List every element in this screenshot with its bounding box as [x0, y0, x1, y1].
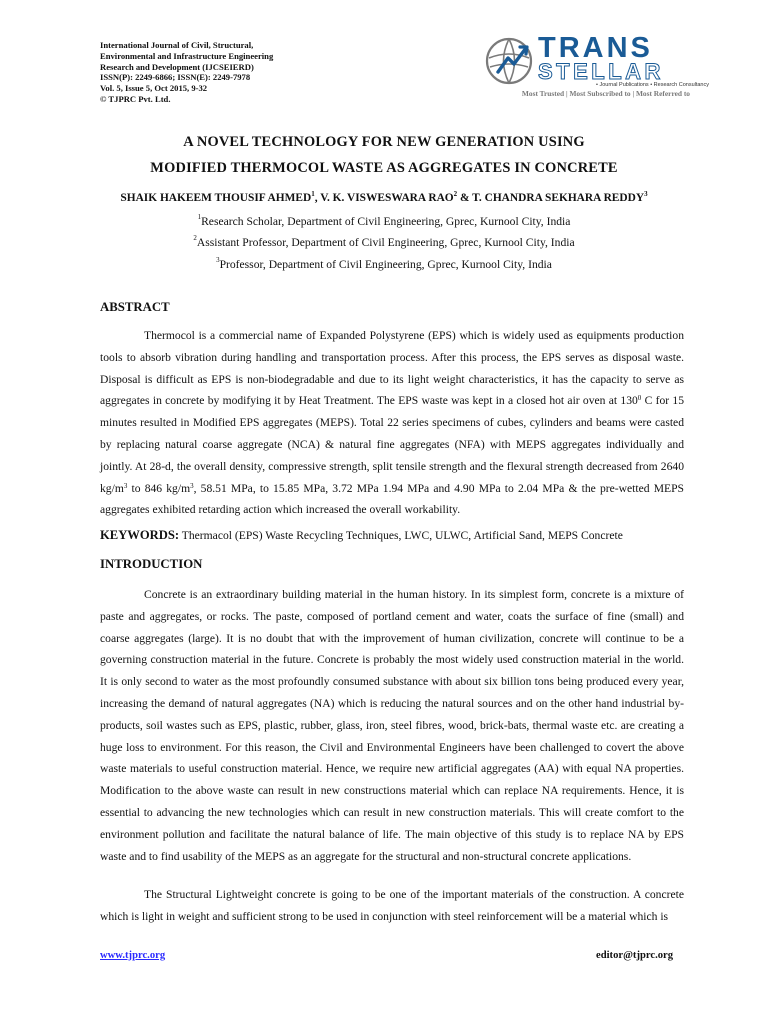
abstract-heading: ABSTRACT	[100, 300, 170, 314]
affiliation-2	[0, 236, 768, 249]
journal-name-line2: Environmental and Infrastructure Engineering	[100, 50, 274, 61]
keywords	[100, 528, 700, 543]
paper-title-line2: MODIFIED THERMOCOL WASTE AS AGGREGATES IN CONCRETE	[150, 160, 618, 176]
abstract-sup-3: 3	[190, 481, 194, 490]
logo-word-stellar: STELLAR	[538, 59, 664, 84]
author-2: , V. K. VISWESWARA RAO	[314, 192, 454, 204]
author-3: & T. CHANDRA SEKHARA REDDY	[457, 192, 645, 204]
logo-word-trans: TRANS	[538, 32, 653, 64]
abstract-body	[100, 325, 684, 521]
abstract-text-4: , 58.51 MPa, to 15.85 MPa, 3.72 MPa 1.94 MPa and 4.90 MPa to 2.04 MPa & the pre-wetted MEPS aggregates exhibited retarding action which increased the overall workability.	[100, 481, 685, 517]
footer-website-link[interactable]: www.tjprc.org	[100, 950, 166, 961]
journal-issn: ISSN(P): 2249-6866; ISSN(E): 2249-7978	[100, 72, 251, 83]
journal-name-line1: International Journal of Civil, Structural,	[100, 40, 254, 50]
introduction-paragraph-2-text: The Structural Lightweight concrete is going to be one of the important materials of the construction. A concrete which is light in weight and sufficient strong to be used in conjunction with steel reinforcement will be a material which is	[100, 888, 684, 923]
affiliation-3-text: Professor, Department of Civil Engineering, Gprec, Kurnool City, India	[219, 258, 552, 271]
affiliation-3-sup: 3	[216, 256, 220, 264]
abstract-text-1: Thermocol is a commercial name of Expanded Polystyrene (EPS) which is widely used as equipments production tools to absorb vibration during handling and transportation process. After this process, the EPS serves as disposal waste. Disposal is difficult as EPS is non-biodegradable and due to its light weight characteristics, it has the capacity to serve as aggregates in concrete by modifying it by Heat Treatment. The EPS waste was kept in a closed hot air oven at 130	[100, 329, 684, 408]
introduction-heading: INTRODUCTION	[100, 557, 203, 571]
abstract-sup-2: 3	[123, 481, 128, 490]
affiliation-1	[0, 215, 768, 228]
journal-name-line3: Research and Development (IJCSEIERD)	[100, 61, 254, 72]
footer-email: editor@tjprc.org	[596, 950, 674, 961]
affiliation-3	[0, 258, 768, 271]
keywords-label: KEYWORDS:	[100, 528, 180, 542]
journal-volume: Vol. 5, Issue 5, Oct 2015, 9-32	[100, 83, 208, 94]
introduction-paragraph-2	[100, 884, 684, 928]
paper-title-line1: A NOVEL TECHNOLOGY FOR NEW GENERATION USING	[183, 134, 585, 150]
abstract-text-3: to 846 kg/m	[127, 481, 191, 495]
logo-subtitle: • Journal Publications • Research Consultancy	[596, 82, 709, 88]
logo-tagline: Most Trusted | Most Subscribed to | Most Referred to	[521, 89, 690, 98]
affiliation-1-text: Research Scholar, Department of Civil Engineering, Gprec, Kurnool City, India	[201, 215, 571, 228]
introduction-paragraph-1-text: Concrete is an extraordinary building material in the human history. In its simplest form, concrete is a mixture of paste and aggregates, or rocks. The paste, composed of portland cement and water, coats the surface of fine (small) and coarse aggregates (large). It is no doubt that with the improvement of human civilization, concrete will continue to be a governing construction material in the future. Concrete is probably the most widely used construction material in the world. It is only second to water as the most profoundly consumed substance with about six billion tons being produced every year, increasing the demand of natural aggregates (NA) which is reducing the natural sources and on the other hand industrial by-products, soil wastes such as EPS, plastic, rubber, glass, iron, steel fibres, wood, brick-bats, thermal waste etc. are creating a huge loss to environment. For this reason, the Civil and Environmental Engineers have been challenged to covert the above waste materials to useful construction material. Hence, we require new artificial aggregates (AA) with equal NA properties. Modification to the above waste can result in new constructions material which can replace NA requirements. Hence, it is essential to advancing the new technologies which can result in new construction materials. This will create comfort to the environment pollution and facilitate the natural balance of life. The main objective of this study is to replace NA by EPS waste and to find usability of the MEPS as an aggregate for the structural and non-structural concrete applications.	[100, 588, 684, 863]
keywords-text: Thermacol (EPS) Waste Recycling Techniques, LWC, ULWC, Artificial Sand, MEPS Concrete	[179, 529, 623, 542]
abstract-sup-1: 0	[637, 394, 642, 403]
globe-logo-icon	[484, 36, 534, 86]
affiliation-1-sup: 1	[197, 213, 202, 221]
author-2-sup: 2	[453, 190, 458, 198]
publisher-logo	[484, 32, 709, 104]
affiliation-2-sup: 2	[193, 234, 197, 242]
author-1: SHAIK HAKEEM THOUSIF AHMED	[120, 192, 312, 204]
introduction-paragraph-1	[100, 584, 684, 867]
author-3-sup: 3	[644, 190, 648, 198]
journal-copyright: © TJPRC Pvt. Ltd.	[100, 93, 171, 104]
affiliation-2-text: Assistant Professor, Department of Civil Engineering, Gprec, Kurnool City, India	[196, 236, 575, 249]
author-list	[0, 192, 768, 204]
journal-info	[100, 40, 440, 105]
author-1-sup: 1	[311, 190, 315, 198]
abstract-text-2: C for 15 minutes resulted in Modified EPS aggregates (MEPS). Total 22 series specimens of cubes, cylinders and beams were casted by replacing natural coarse aggregate (NCA) & natural fine aggregates (NFA) with MEPS aggregates individually and jointly. At 28-d, the overall density, compressive strength, split tensile strength and the flexural strength decreased from 2640 kg/m	[100, 394, 684, 495]
